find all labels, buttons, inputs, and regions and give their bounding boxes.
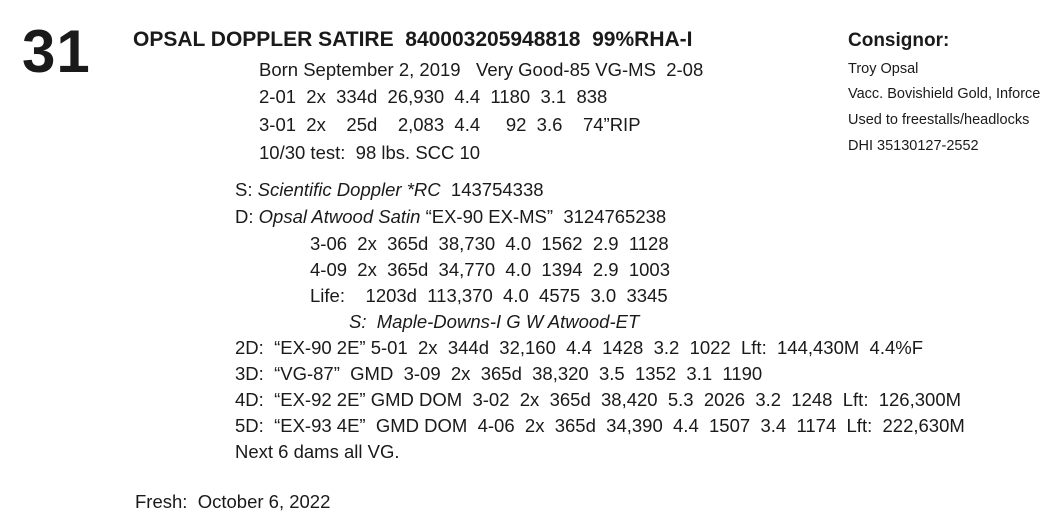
- test-info: 10/30 test: 98 lbs. SCC 10: [259, 142, 481, 163]
- dam-record-4-09: 4-09 2x 365d 34,770 4.0 1394 2.9 1003: [310, 259, 671, 280]
- dam-record-life: Life: 1203d 113,370 4.0 4575 3.0 3345: [310, 285, 668, 306]
- pedigree-note: Next 6 dams all VG.: [235, 441, 400, 462]
- consignor-dhi: DHI 35130127-2552: [848, 138, 979, 154]
- record-3-01: 3-01 2x 25d 2,083 4.4 92 3.6 74”RIP: [259, 114, 641, 135]
- sire-prefix: S:: [235, 179, 258, 200]
- dam-line: [235, 206, 666, 228]
- consignor-name: Troy Opsal: [848, 61, 919, 77]
- dam-name: Opsal Atwood Satin: [258, 206, 421, 227]
- dam-record-3-06: 3-06 2x 365d 38,730 4.0 1562 2.9 1128: [310, 233, 669, 254]
- pedigree-2d: 2D: “EX-90 2E” 5-01 2x 344d 32,160 4.4 1428 3.2 1022 Lft: 144,430M 4.4%F: [235, 337, 924, 358]
- fresh-date: Fresh: October 6, 2022: [135, 491, 331, 512]
- animal-title: OPSAL DOPPLER SATIRE 840003205948818 99%RHA-I: [133, 28, 693, 51]
- consignor-housing: Used to freestalls/headlocks: [848, 112, 1030, 128]
- sire-name: Scientific Doppler *RC: [257, 179, 441, 200]
- sire-registration: 143754338: [440, 179, 544, 200]
- pedigree-4d: 4D: “EX-92 2E” GMD DOM 3-02 2x 365d 38,420 5.3 2026 3.2 1248 Lft: 126,300M: [235, 389, 962, 410]
- birth-classification: Born September 2, 2019 Very Good-85 VG-MS 2-08: [259, 59, 704, 80]
- pedigree-5d: 5D: “EX-93 4E” GMD DOM 4-06 2x 365d 34,390 4.4 1507 3.4 1174 Lft: 222,630M: [235, 415, 965, 436]
- dam-prefix: D:: [235, 206, 259, 227]
- pedigree-3d: 3D: “VG-87” GMD 3-09 2x 365d 38,320 3.5 1352 3.1 1190: [235, 363, 763, 384]
- consignor-vaccination: Vacc. Bovishield Gold, Inforce: [848, 86, 1041, 102]
- dam-classification: “EX-90 EX-MS” 3124765238: [420, 206, 667, 227]
- sire-line: [235, 179, 544, 201]
- consignor-heading: Consignor:: [848, 30, 950, 51]
- lot-number: 31: [22, 18, 91, 85]
- dam-sire-line: S: Maple-Downs-I G W Atwood-ET: [349, 311, 640, 332]
- record-2-01: 2-01 2x 334d 26,930 4.4 1180 3.1 838: [259, 86, 608, 107]
